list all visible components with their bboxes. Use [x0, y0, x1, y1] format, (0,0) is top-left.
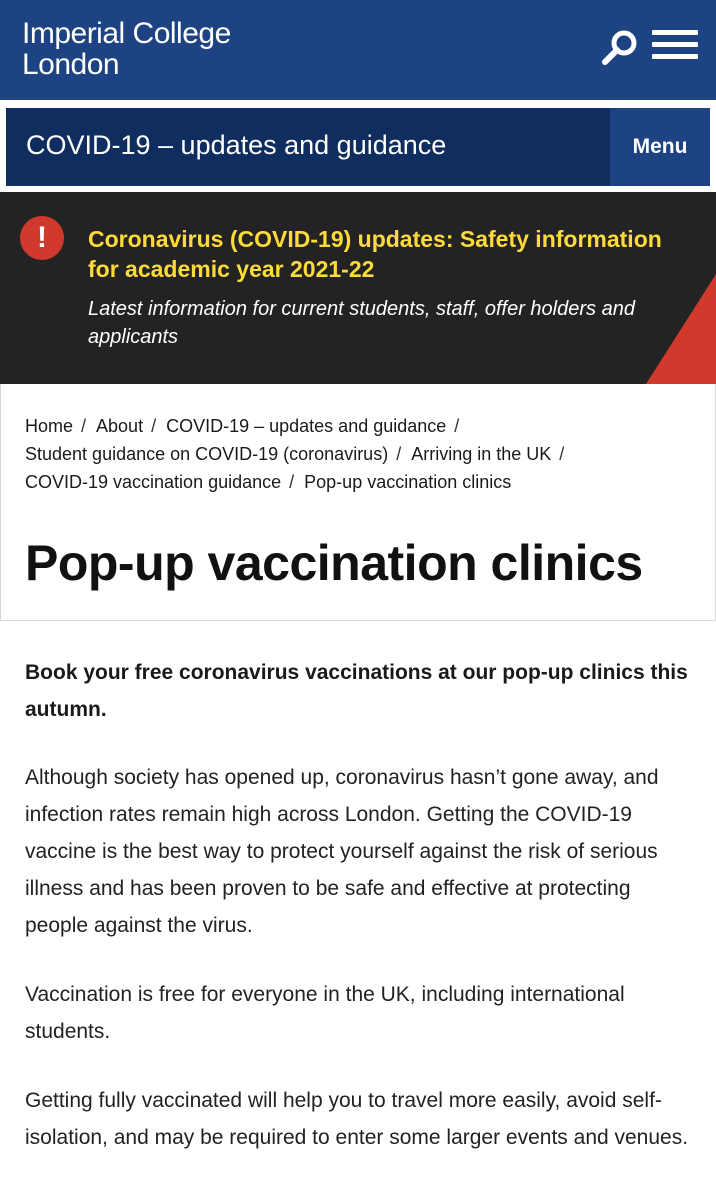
breadcrumb-about[interactable]: About — [96, 416, 144, 436]
exclamation-icon: ! — [20, 216, 64, 260]
page-title: Pop-up vaccination clinics — [25, 535, 643, 591]
breadcrumb-student-guidance[interactable]: Student guidance on COVID-19 (coronavirus) — [25, 444, 389, 464]
section-navigation — [6, 108, 710, 186]
hamburger-icon[interactable] — [652, 30, 698, 64]
breadcrumb-separator: / — [151, 416, 157, 436]
search-icon — [600, 28, 640, 68]
logo-line-1: Imperial College — [22, 17, 231, 50]
lead-paragraph: Book your free coronavirus vaccinations at our pop-up clinics this autumn. — [25, 661, 688, 721]
logo-line-2: London — [22, 48, 120, 81]
search-button[interactable] — [600, 28, 640, 68]
breadcrumb-vaccination-guidance[interactable]: COVID-19 vaccination guidance — [25, 472, 282, 492]
divider — [0, 620, 716, 621]
breadcrumb-current-page: Pop-up vaccination clinics — [304, 472, 512, 492]
alert-subtitle: Latest information for current students, staff, offer holders and applicants — [88, 298, 635, 348]
breadcrumb-separator: / — [289, 472, 295, 492]
breadcrumb-separator: / — [454, 416, 460, 436]
breadcrumb-separator: / — [81, 416, 87, 436]
main-content — [25, 654, 695, 1188]
body-paragraph: Vaccination is free for everyone in the UK, including international students. — [25, 983, 625, 1043]
breadcrumb-home[interactable]: Home — [25, 416, 74, 436]
body-paragraph: Although society has opened up, coronavirus hasn’t gone away, and infection rates remain high across London. Getting the COVID-19 vaccine is the best way to protect yourself against the risk of serious illness and has been proven to be safe and effective at protecting people against the virus. — [25, 766, 659, 937]
covid-alert-banner[interactable] — [0, 192, 716, 384]
alert-title-link[interactable]: Coronavirus (COVID-19) updates: Safety information for academic year 2021-22 — [88, 226, 662, 282]
left-border — [0, 384, 1, 620]
section-title[interactable]: COVID-19 – updates and guidance — [26, 130, 447, 160]
breadcrumb-separator: / — [559, 444, 565, 464]
breadcrumb — [25, 412, 705, 496]
college-logo[interactable] — [22, 18, 231, 80]
body-paragraph: Getting fully vaccinated will help you to travel more easily, avoid self-isolation, and may be required to enter some larger events and venues. — [25, 1089, 689, 1149]
site-header — [0, 0, 716, 100]
alert-corner-decoration — [646, 274, 716, 384]
breadcrumb-separator: / — [396, 444, 402, 464]
breadcrumb-arriving-uk[interactable]: Arriving in the UK — [411, 444, 552, 464]
section-menu-button[interactable]: Menu — [610, 108, 710, 186]
breadcrumb-covid-guidance[interactable]: COVID-19 – updates and guidance — [166, 416, 447, 436]
